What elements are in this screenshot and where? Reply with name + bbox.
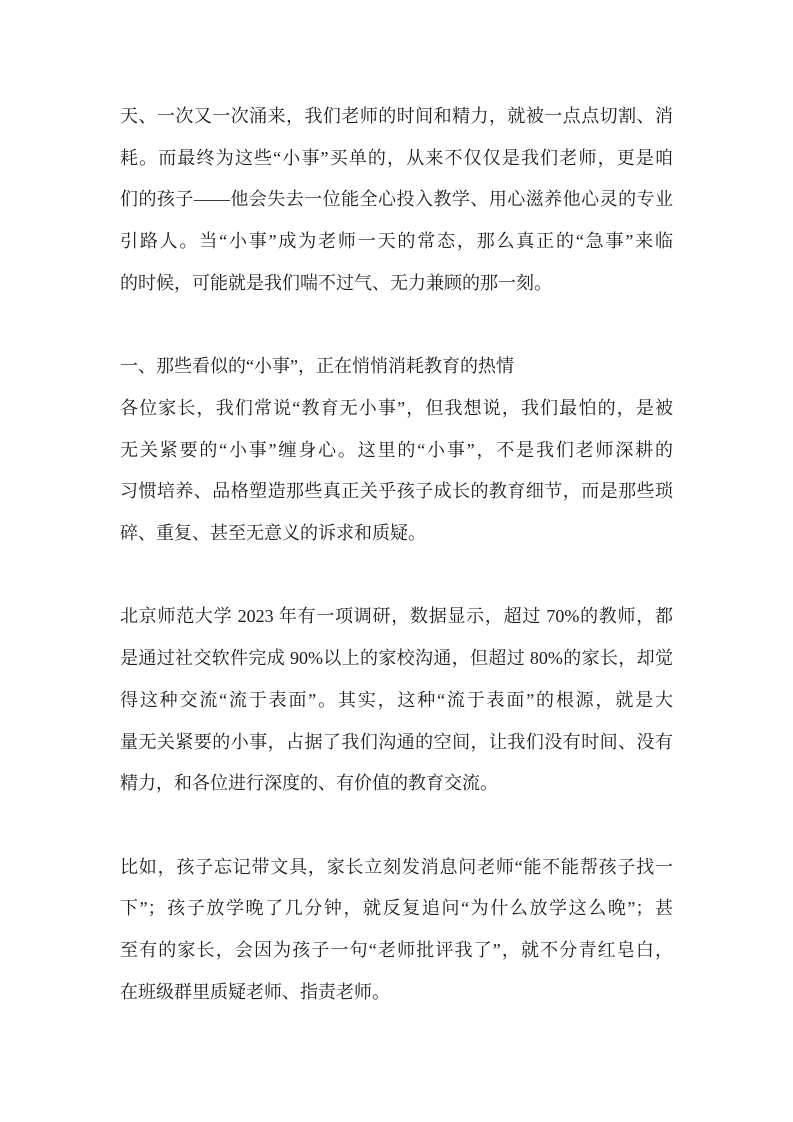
paragraph-survey-data (120, 596, 673, 805)
text-line: 各位家长，我们常说“教育无小事”，但我想说，我们最怕的，是被 (120, 397, 673, 418)
text-line: 下”；孩子放学晚了几分钟，就反复追问“为什么放学这么晚”；甚 (120, 898, 673, 919)
text-line: 的时候，可能就是我们喘不过气、无力兼顾的那一刻。 (120, 272, 552, 293)
text-line: 至有的家长，会因为孩子一句“老师批评我了”，就不分青红皂白， (120, 940, 673, 961)
paragraph-continuation (120, 96, 673, 305)
paragraph-examples (120, 847, 673, 1014)
document-body (120, 96, 673, 1013)
text-line: 量无关紧要的小事，占据了我们沟通的空间，让我们没有时间、没有 (120, 731, 673, 752)
text-line: 天、一次又一次涌来，我们老师的时间和精力，就被一点点切割、消 (120, 106, 673, 126)
heading-line: 一、那些看似的“小事”，正在悄悄消耗教育的热情 (120, 356, 514, 377)
paragraph-small-matters (120, 388, 673, 555)
text-line: 碎、重复、甚至无意义的诉求和质疑。 (120, 523, 426, 544)
text-line: 得这种交流“流于表面”。其实，这种“流于表面”的根源，就是大 (120, 689, 673, 710)
text-line: 耗。而最终为这些“小事”买单的，从来不仅仅是我们老师，更是咱 (120, 147, 673, 168)
text-line: 们的孩子——他会失去一位能全心投入教学、用心滋养他心灵的专业 (120, 189, 673, 210)
text-line: 无关紧要的“小事”缠身心。这里的“小事”，不是我们老师深耕的 (120, 439, 673, 460)
text-line: 比如，孩子忘记带文具，家长立刻发消息问老师“能不能帮孩子找一 (120, 856, 673, 877)
text-line: 引路人。当“小事”成为老师一天的常态，那么真正的“急事”来临 (120, 231, 673, 252)
text-line: 北京师范大学 2023 年有一项调研，数据显示，超过 70%的教师，都 (120, 606, 673, 627)
text-line: 习惯培养、品格塑造那些真正关乎孩子成长的教育细节，而是那些琐 (120, 481, 673, 502)
text-line: 是通过社交软件完成 90%以上的家校沟通，但超过 80%的家长，却觉 (120, 648, 673, 669)
section-heading (120, 346, 673, 388)
text-line: 在班级群里质疑老师、指责老师。 (120, 981, 390, 1002)
text-line: 精力，和各位进行深度的、有价值的教育交流。 (120, 773, 498, 794)
